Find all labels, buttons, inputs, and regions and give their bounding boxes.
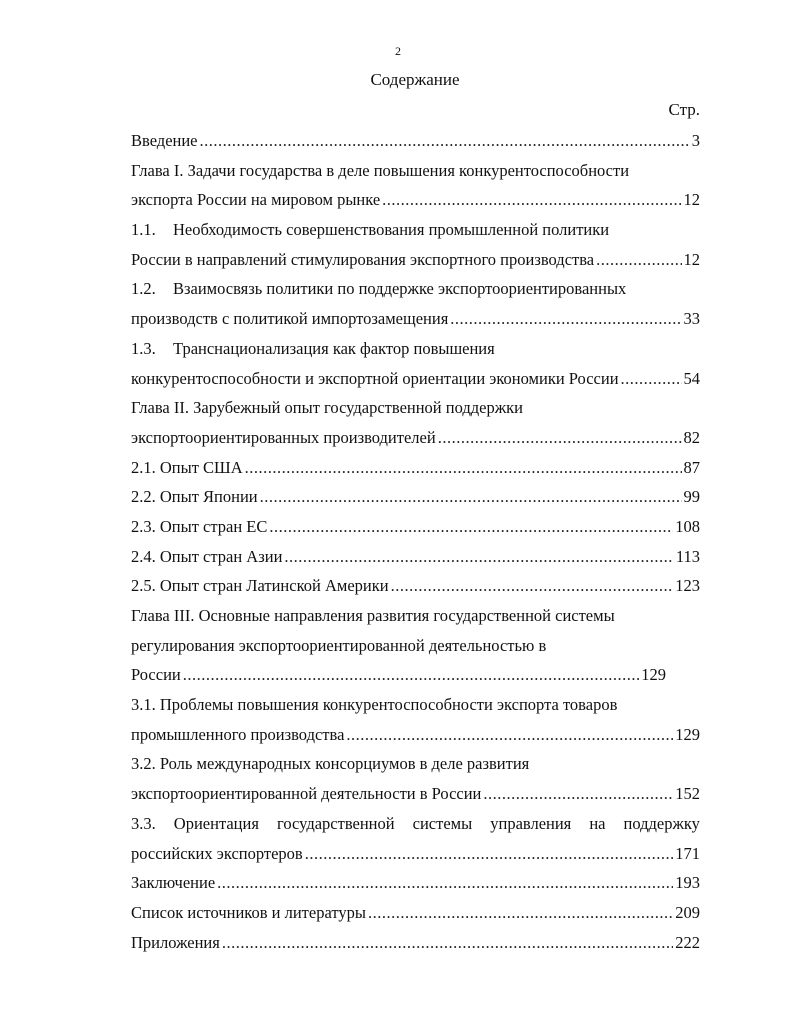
toc-entry-title: 2.5. Опыт стран Латинской Америки <box>131 576 389 596</box>
page-title: Содержание <box>370 70 460 89</box>
dot-leader <box>217 870 673 895</box>
toc-chapter-1 <box>131 187 700 217</box>
toc-entry-title: Транснационализация как фактор повышения <box>173 338 495 358</box>
toc-entry-title: Приложения <box>131 932 220 952</box>
toc-entry-title: Список источников и литературы <box>131 902 366 922</box>
toc-section-2-4 <box>131 544 700 574</box>
toc-entry-title: промышленного производства <box>131 724 345 744</box>
toc-page: 171 <box>675 843 700 863</box>
page-number: 2 <box>395 44 401 58</box>
dot-leader <box>305 841 674 866</box>
toc-chapter-3-title-2 <box>131 633 700 663</box>
toc-word: государственной <box>276 813 395 833</box>
toc-entry-title: 2.3. Опыт стран ЕС <box>131 516 268 536</box>
toc-section-2-3 <box>131 514 700 544</box>
toc-chapter-2 <box>131 425 700 455</box>
toc-entry-title: Глава I. Задачи государства в деле повышения конкурентоспособности <box>131 160 630 180</box>
toc-section-1-1 <box>131 247 700 277</box>
toc-section-1-1-title <box>131 217 700 247</box>
toc-section-1-3 <box>131 366 700 396</box>
toc-entry-title: 2.1. Опыт США <box>131 457 243 477</box>
toc-intro <box>131 128 700 158</box>
toc-conclusion <box>131 870 700 900</box>
toc-entry-title: российских экспортеров <box>131 843 303 863</box>
toc-word: поддержку <box>623 813 700 833</box>
toc-word: системы <box>412 813 473 833</box>
toc-entry-title: 3.1. Проблемы повышения конкурентоспособности экспорта товаров <box>131 695 618 715</box>
dot-leader <box>368 900 673 925</box>
toc-entry-title: Необходимость совершенствования промышленной политики <box>173 220 610 240</box>
section-number: 1.3. <box>131 338 156 358</box>
toc-entry-title: 2.2. Опыт Японии <box>131 487 258 507</box>
toc-page: 33 <box>683 309 700 329</box>
toc-sources <box>131 900 700 930</box>
toc-page: 82 <box>683 427 700 447</box>
toc-entry-title: экспорта России на мировом рынке <box>131 190 381 210</box>
toc-section-3-2 <box>131 781 700 811</box>
dot-leader <box>621 366 682 391</box>
toc-page: 129 <box>641 665 666 685</box>
toc-entry-title: Заключение <box>131 873 216 893</box>
toc-entry-title: конкурентоспособности и экспортной ориентации экономики России <box>131 368 619 388</box>
toc-section-3-1-title <box>131 692 700 722</box>
toc-section-2-2 <box>131 484 700 514</box>
toc-entry-title: регулирования экспортоориентированной деятельностью в <box>131 635 547 655</box>
toc-entry-title: экспортоориентированных производителей <box>131 427 436 447</box>
toc-chapter-3 <box>131 662 700 692</box>
dot-leader <box>391 573 674 598</box>
toc-word: на <box>589 813 606 833</box>
toc-section-3-3-title <box>131 811 700 841</box>
dot-leader <box>284 544 673 569</box>
toc-section-2-1 <box>131 455 700 485</box>
toc-page: 113 <box>675 546 700 566</box>
toc-page: 209 <box>675 902 700 922</box>
toc-section-3-2-title <box>131 751 700 781</box>
toc-word: управления <box>490 813 572 833</box>
dot-leader <box>269 514 673 539</box>
dot-leader <box>483 781 673 806</box>
toc-entry-title: России в направлений стимулирования экспортного производства <box>131 249 595 269</box>
dot-leader <box>438 425 682 450</box>
toc-page: 87 <box>683 457 700 477</box>
toc-chapter-2-title <box>131 395 700 425</box>
toc-section-1-2 <box>131 306 700 336</box>
table-of-contents <box>131 128 700 959</box>
toc-page: 3 <box>691 131 700 150</box>
toc-entry-title: производств с политикой импортозамещения <box>131 309 449 329</box>
toc-page: 222 <box>675 932 700 952</box>
toc-page: 152 <box>675 784 700 804</box>
toc-page: 99 <box>683 487 700 507</box>
dot-leader <box>260 484 682 509</box>
toc-page: 108 <box>675 516 700 536</box>
section-number: 1.1. <box>131 220 156 240</box>
dot-leader <box>450 306 681 331</box>
dot-leader <box>183 662 640 687</box>
toc-chapter-3-title <box>131 603 700 633</box>
toc-page: 193 <box>675 873 700 893</box>
toc-appendix <box>131 930 700 960</box>
toc-section-3-3 <box>131 841 700 871</box>
toc-section-1-2-title <box>131 276 700 306</box>
page-column-label: Стр. <box>668 100 700 119</box>
toc-page: 129 <box>675 724 700 744</box>
dot-leader <box>596 247 681 272</box>
toc-page: 12 <box>683 249 700 269</box>
toc-page: 12 <box>683 190 700 210</box>
toc-page: 54 <box>683 368 700 388</box>
toc-entry-title: России <box>131 665 181 685</box>
toc-word: Ориентация <box>173 813 259 833</box>
toc-page: 123 <box>675 576 700 596</box>
toc-section-2-5 <box>131 573 700 603</box>
dot-leader <box>382 187 681 212</box>
toc-entry-title: 3.2. Роль международных консорциумов в деле развития <box>131 754 530 774</box>
dot-leader <box>245 455 682 480</box>
toc-chapter-1-title <box>131 158 700 188</box>
toc-entry-title: Введение <box>131 131 198 150</box>
dot-leader <box>346 722 673 747</box>
toc-entry-title: Глава III. Основные направления развития государственной системы <box>131 606 615 625</box>
toc-entry-title: Глава II. Зарубежный опыт государственной поддержки <box>131 398 523 418</box>
section-number: 1.2. <box>131 279 156 299</box>
toc-section-3-1 <box>131 722 700 752</box>
dot-leader <box>200 128 690 153</box>
dot-leader <box>222 930 673 955</box>
toc-section-1-3-title <box>131 336 700 366</box>
toc-entry-title: Взаимосвязь политики по поддержке экспортоориентированных <box>173 279 627 299</box>
toc-entry-title: 2.4. Опыт стран Азии <box>131 546 283 566</box>
section-number: 3.3. <box>131 813 156 833</box>
toc-entry-title: экспортоориентированной деятельности в России <box>131 784 482 804</box>
